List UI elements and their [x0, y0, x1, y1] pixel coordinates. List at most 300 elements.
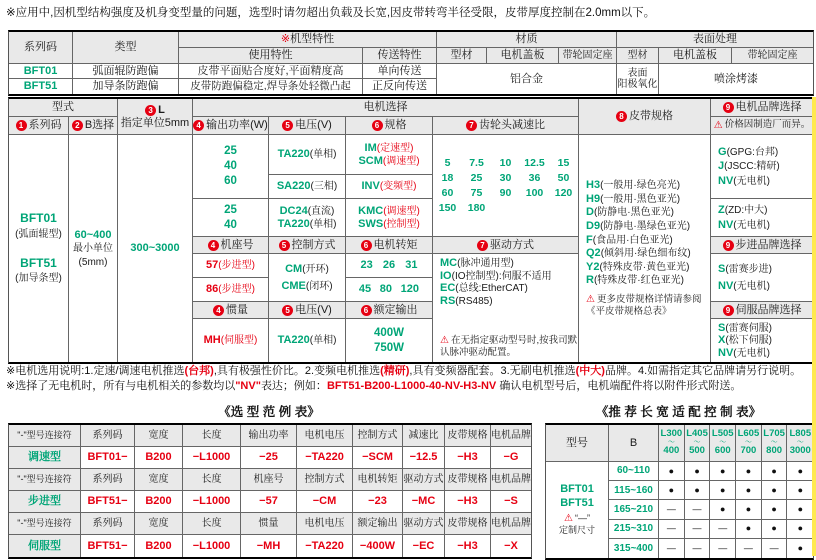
drive-label: 驱动方式: [490, 238, 534, 251]
motor-brand-option: [718, 160, 780, 173]
frame-option: [206, 259, 255, 272]
belt-option-code: D: [586, 206, 594, 219]
example-header-cell: 长度: [183, 469, 241, 491]
tilde: 〜: [744, 439, 752, 446]
compat-dot: ●: [659, 481, 685, 500]
compat-header-l-range: [659, 425, 685, 462]
stepper-brand-option: [718, 263, 772, 276]
servo-brand-header: [711, 302, 813, 319]
gear-ratio-value: 5: [444, 156, 451, 169]
feature-label: 机型特性: [290, 33, 335, 46]
note-segment: ※选择了无电机时，所有与电机相关的参数均以: [6, 380, 236, 392]
main-header-series: [9, 117, 69, 135]
spec-header-seat2: 带轮固定座: [732, 48, 813, 64]
spec-type-bft01: 弧面辊防跑偏: [73, 64, 179, 79]
motor-brand-option-code: J: [718, 160, 725, 173]
l-to: 800: [766, 445, 783, 456]
control-option-desc: (开环): [302, 263, 329, 275]
compat-header-l-range: [685, 425, 711, 462]
torque-value: 45: [358, 283, 372, 296]
example-header-cell: 电机电压: [297, 513, 353, 535]
motor-brand-option-code: Z: [718, 203, 725, 216]
compat-dash: —: [685, 520, 711, 539]
l-from: L805: [789, 428, 812, 440]
compat-header-l-range: [787, 425, 813, 462]
spec-header-profile2: 型材: [617, 48, 659, 64]
motor-brand-option: [718, 204, 768, 217]
l-sub-label: 指定单位5mm: [120, 116, 190, 129]
spec-option: [361, 180, 416, 193]
frame-option-desc: (步进型): [218, 284, 255, 296]
spec-header-series: 系列码: [9, 32, 73, 64]
voltage-code: SA220: [276, 180, 311, 193]
example-table: [8, 423, 532, 559]
gear-ratio-value: [549, 202, 578, 214]
compat-header-model: 型号: [546, 425, 609, 462]
example-header-cell: 电机电压: [297, 425, 353, 447]
main-header-l: [118, 99, 193, 135]
belt-option: [586, 261, 689, 274]
spec-option-code: IM: [364, 141, 377, 154]
spec-header-surface-group: 表面处理: [617, 32, 813, 48]
num-badge-2: 2: [72, 120, 83, 131]
num-badge-6: 6: [361, 240, 372, 251]
example-header-cell: 皮带规格: [445, 469, 491, 491]
example-header-cell: 控制方式: [297, 469, 353, 491]
note-segment: ,具有极强性价比。2.变频电机推选: [213, 365, 381, 377]
main-l-body: [118, 135, 193, 362]
spec-option-desc: (调速型): [383, 205, 420, 217]
servo-brand-option-code: X: [718, 334, 726, 347]
compat-dot: ●: [787, 500, 813, 519]
spec-option-code: SCM: [358, 154, 383, 167]
example-type-label: 步进型: [9, 491, 81, 513]
compat-header-l-range: [710, 425, 736, 462]
gear-ratio-value: 18: [441, 171, 454, 184]
num-badge-7: 7: [477, 240, 488, 251]
servo-brand-option: [718, 347, 770, 360]
stepper-brand-option-desc: (无电机): [733, 280, 770, 292]
example-header-cell: 系列码: [81, 425, 135, 447]
spec-option-desc: (调速型): [382, 155, 420, 167]
stepper-header-control: [269, 237, 346, 254]
gear-ratio-value: 150: [438, 202, 457, 215]
spec-use-bft51: 皮带防跑偏稳定,焊导条处轻微凸起: [179, 79, 363, 94]
voltage-dc-cell: [269, 199, 346, 237]
tilde: 〜: [770, 439, 778, 446]
drive-option-code: RS: [440, 294, 456, 307]
spec-material-value: 铝合金: [437, 64, 617, 94]
main-header-model-group: 型式: [9, 99, 118, 117]
b-label: B选择: [84, 119, 115, 132]
drive-option-code: EC: [440, 282, 456, 295]
spec-use-bft01: 皮带平面贴合度好,平面精度高: [179, 64, 363, 79]
motor-brand-option-desc: (无电机): [733, 219, 770, 231]
note-quote: “—”: [574, 513, 590, 524]
brand-label: 电机品牌选择: [735, 101, 802, 114]
num-badge-8: 8: [616, 111, 627, 122]
note-segment: BFT51-B200-L1000-40-NV-H3-NV: [326, 380, 497, 392]
spec-header-cover2: 电机盖板: [659, 48, 732, 64]
surface-line2: 阳极氧化: [617, 79, 658, 90]
drive-option: [440, 295, 493, 308]
stepper-header-torque: [346, 237, 433, 254]
belt-option: [586, 193, 680, 206]
example-header-cell: 电机品牌: [491, 513, 531, 535]
l-to: 600: [714, 445, 731, 456]
compat-model-note-text: 定制尺寸: [558, 525, 595, 536]
torque-label: 电机转矩: [373, 238, 418, 251]
spec-option-desc: (定速型): [376, 142, 414, 154]
example-header-cell: 皮带规格: [445, 513, 491, 535]
frame-option-code: 86: [206, 283, 219, 296]
servo-brand-option-desc: (雷赛伺服): [725, 322, 773, 334]
motor-brand-option-desc: (JSCC:精研): [724, 161, 780, 173]
belt-option-desc: (一般用·绿色亮光): [600, 179, 681, 191]
compat-model-name: BFT01: [560, 483, 594, 496]
gear-ratio-value: 90: [499, 187, 512, 199]
main-header-belt: [579, 99, 711, 135]
compat-dot: ●: [762, 500, 788, 519]
b-range: 60~400: [74, 228, 112, 241]
motor-brand-option-desc: (ZD:中大): [724, 204, 768, 216]
compat-dot: ●: [685, 481, 711, 500]
spec-transfer-bft01: 单向传送: [363, 64, 437, 79]
compat-dot: ●: [710, 500, 736, 519]
motor-brand-option-code: NV: [718, 218, 734, 231]
note-segment: ※电机选用说明:1.定速/调速电机推选: [6, 365, 185, 377]
belt-option: [586, 206, 674, 219]
num-badge-4: 4: [208, 240, 219, 251]
torque-value: 120: [400, 283, 420, 296]
main-b-body: [69, 135, 118, 362]
gear-ratio-cell: [433, 135, 579, 237]
motor-brand-option-code: NV: [718, 174, 734, 187]
motor-brand-option: [718, 219, 770, 232]
brand-motor-group1-cell: [711, 135, 813, 199]
belt-option: [586, 247, 691, 260]
num-badge-9: 9: [723, 102, 734, 113]
example-value-cell: −X: [504, 539, 518, 552]
compat-dot: ●: [736, 520, 762, 539]
l-to: 3000: [789, 445, 811, 456]
page-edge-highlight: [812, 97, 816, 556]
example-value-cell: −TA220: [297, 535, 353, 557]
example-type-label: 调速型: [9, 447, 81, 469]
gear-ratio-value: 100: [525, 187, 544, 199]
example-header-cell: 惯量: [241, 513, 297, 535]
belt-option-desc: (一般用·黑色亚光): [600, 193, 681, 205]
spec-header-use: 使用特性: [179, 48, 363, 64]
compat-dash: —: [659, 539, 685, 558]
compat-dash: —: [710, 520, 736, 539]
drive-mode-cell: [433, 254, 579, 362]
output-label: 额定输出: [373, 303, 418, 316]
compat-dash: —: [710, 539, 736, 558]
drive-option-code: IO: [440, 269, 452, 282]
belt-option: [586, 274, 684, 287]
example-header-cell: "-"型号连接符: [9, 469, 81, 491]
compat-b-range: 165~210: [609, 500, 659, 519]
series-bft51: BFT51: [20, 255, 57, 270]
compat-dot: ●: [762, 520, 788, 539]
belt-option: [586, 234, 673, 247]
b-min-unit-value: (5mm): [78, 256, 108, 268]
belt-option-code: H9: [586, 192, 601, 205]
power-value: 25: [224, 203, 237, 216]
belt-option-desc: (防静电·黑色亚光): [593, 207, 674, 219]
torque-value: 80: [379, 283, 393, 296]
belt-option-code: Q2: [586, 247, 601, 260]
spec-option-desc: (变频型): [379, 181, 417, 193]
example-header-cell: "-"型号连接符: [9, 513, 81, 535]
inertia-desc: (伺服型): [220, 335, 258, 347]
voltage-option: [278, 218, 337, 231]
gear-ratio-value: [491, 202, 520, 214]
belt-option-code: D9: [586, 219, 601, 232]
frame-option-desc: (步进型): [218, 260, 255, 272]
stepper-brand-option-code: NV: [718, 279, 734, 292]
b-min-unit: 最小单位: [73, 243, 113, 255]
spec-ac-cell: [346, 135, 433, 175]
warning-icon: ⚠: [713, 119, 723, 131]
gear-ratio-value: 25: [470, 171, 483, 184]
num-badge-7: 7: [466, 120, 477, 131]
belt-option-desc: (食品用·白色亚光): [592, 234, 673, 246]
example-header-cell: 皮带规格: [445, 425, 491, 447]
stepper-brand-cell: [711, 254, 813, 302]
belt-option-desc: (特殊皮带·红色亚光): [593, 275, 684, 287]
control-option-desc: (闭环): [305, 280, 333, 292]
compat-b-range: 115~160: [609, 481, 659, 500]
control-option: [281, 280, 332, 293]
gear-label: 齿轮头减速比: [479, 119, 545, 132]
l-from: L705: [763, 428, 785, 440]
stepper-brand-option-desc: (雷赛步进): [725, 263, 773, 275]
servo-brand-option-code: NV: [718, 346, 734, 359]
inertia-code: MH: [203, 334, 221, 347]
inertia-mh-cell: [193, 319, 269, 362]
servo-brand-option: [718, 322, 772, 335]
example-header-cell: 驱动方式: [403, 513, 445, 535]
feature-mark: ※: [280, 33, 291, 46]
spec-header-transfer: 传送特性: [363, 48, 437, 64]
servo-voltage-cell: [269, 319, 346, 362]
output-value: 400W: [373, 326, 405, 339]
compat-dot: ●: [736, 500, 762, 519]
top-usage-note: ※应用中,因机型结构强度及机身变型量的问题，选型时请勿超出负载及长宽,因皮带转弯半径受限，皮带厚度控制在2.0mm以下。: [6, 7, 656, 19]
l-to: 400: [663, 445, 680, 456]
main-header-motor-group: 电机选择: [193, 99, 579, 117]
motor-selection-note: [6, 364, 801, 378]
l-from: L405: [686, 428, 708, 440]
compat-dash: —: [685, 539, 711, 558]
belt-option-code: Y2: [586, 260, 600, 273]
torque-row: [350, 259, 427, 272]
servo-brand-option-code: S: [718, 321, 726, 334]
example-header-cell: 减速比: [403, 425, 445, 447]
drive-option: [440, 270, 552, 283]
spec-header-profile: 型材: [437, 48, 487, 64]
example-value-cell: −25: [241, 447, 297, 469]
l-to: 700: [740, 445, 757, 456]
voltage-code: TA220: [277, 334, 310, 347]
example-value-cell: −MC: [403, 491, 445, 513]
drive-note-text: 在无指定驱动型号时,按我司默认脉冲驱动配置。: [440, 335, 578, 358]
num-badge-9: 9: [723, 240, 734, 251]
control-option-code: CM: [285, 262, 303, 275]
motor-brand-option: [718, 175, 770, 188]
example-value-cell: −57: [241, 491, 297, 513]
example-header-cell: 电机品牌: [491, 469, 531, 491]
compat-dash: —: [685, 500, 711, 519]
voltage-sa220-cell: [269, 175, 346, 199]
series-label: 系列码: [28, 119, 62, 132]
note-segment: 表达；例如：: [260, 380, 327, 392]
example-value-cell: −12.5: [403, 447, 445, 469]
frame-86-cell: [193, 278, 269, 302]
power-value: 40: [224, 160, 237, 172]
control-label: 控制方式: [291, 238, 336, 251]
power-dc-cell: [193, 199, 269, 237]
drive-header: [433, 237, 579, 254]
example-value-cell: −H3: [445, 447, 491, 469]
spec-header-type: 类型: [73, 32, 179, 64]
compat-b-range: 315~400: [609, 539, 659, 558]
spec-option-code: INV: [361, 180, 380, 193]
example-value-cell: −TA220: [297, 447, 353, 469]
warning-icon: ⚠: [586, 294, 595, 306]
belt-option: [586, 179, 680, 192]
gear-ratio-value: 12.5: [524, 156, 545, 169]
servo-brand-cell: [711, 319, 813, 362]
servo-brand-option: [718, 334, 772, 347]
example-header-cell: 长度: [183, 513, 241, 535]
drive-option-desc: (IO控制型):伺服不适用: [451, 270, 552, 282]
example-value-cell: B200: [135, 491, 183, 513]
frame-57-cell: [193, 254, 269, 278]
spec-option: [358, 218, 420, 231]
frame-option: [206, 283, 255, 296]
num-badge-5: 5: [282, 120, 293, 131]
output-value: 750W: [373, 341, 405, 354]
compat-dot: ●: [787, 462, 813, 481]
power-label: 输出功率(W): [206, 119, 268, 132]
num-badge-5: 5: [279, 240, 290, 251]
example-value-cell: −H3: [445, 535, 491, 557]
example-header-cell: 长度: [183, 425, 241, 447]
example-header-cell: 控制方式: [353, 425, 403, 447]
example-value-cell: −23: [353, 491, 403, 513]
power-ac-cell: [193, 135, 269, 199]
compat-dot: ●: [762, 481, 788, 500]
example-table-title: 《选 型 范 例 表》: [218, 405, 320, 419]
drive-option-desc: (总线:EtherCAT): [455, 283, 528, 295]
servo-header-voltage: [269, 302, 346, 319]
compat-dot: ●: [762, 462, 788, 481]
gear-ratio-value: 180: [467, 202, 486, 215]
l-range: 300~3000: [130, 242, 180, 255]
torque-value: 23: [360, 259, 373, 272]
tilde: 〜: [693, 439, 701, 446]
main-header-voltage: [269, 117, 346, 135]
spec-label: 规格: [384, 119, 407, 132]
drive-option-desc: (RS485): [455, 295, 493, 307]
note-segment: (中大): [575, 365, 605, 377]
example-value-cell: −H3: [445, 491, 491, 513]
spec-option: [358, 205, 420, 218]
gear-ratio-value: [520, 202, 549, 214]
control-mode-cell: [269, 254, 346, 302]
example-header-cell: 宽度: [135, 513, 183, 535]
main-header-brand-note: [711, 117, 813, 135]
example-header-cell: "-"型号连接符: [9, 425, 81, 447]
note-segment: "NV": [235, 380, 261, 392]
example-value-cell: −SCM: [353, 447, 403, 469]
spec-header-cover: 电机盖板: [487, 48, 559, 64]
main-header-brand: [711, 99, 813, 117]
torque-row2-cell: [346, 278, 433, 302]
l-to: 500: [689, 445, 705, 456]
tilde: 〜: [667, 439, 675, 446]
warning-icon: ⚠: [564, 513, 573, 525]
spec-header-material-group: 材质: [437, 32, 617, 48]
servo-header-output: [346, 302, 433, 319]
voltage-code: TA220: [277, 148, 310, 161]
example-header-cell: 电机转矩: [353, 469, 403, 491]
spec-header-feature-group: [179, 32, 437, 48]
belt-note-text: 更多皮带规格详情请参阅《平皮带规格总表》: [586, 294, 702, 318]
num-badge-1: 1: [16, 120, 27, 131]
motor-brand-option-code: G: [718, 145, 727, 158]
example-header-cell: 系列码: [81, 469, 135, 491]
example-value-cell: −CM: [297, 491, 353, 513]
note-segment: ,具有变频器配套。3.无刷电机推选: [409, 365, 576, 377]
frame-label: 机座号: [220, 238, 254, 251]
example-value-cell: −S: [491, 491, 531, 513]
voltage-option-code: TA220: [277, 217, 310, 230]
brand-note-text: 价格因制造厂而异。: [724, 119, 811, 131]
compat-dot: ●: [685, 462, 711, 481]
warning-icon: ⚠: [440, 335, 449, 346]
voltage-option: [280, 205, 335, 218]
gear-ratio-value: 36: [528, 171, 541, 184]
num-badge-9: 9: [723, 305, 734, 316]
main-header-power: [193, 117, 269, 135]
example-header-cell: 宽度: [135, 469, 183, 491]
voltage-desc: (单相): [309, 335, 337, 347]
motor-brand-option-desc: (无电机): [733, 175, 770, 187]
example-value-cell: −L1000: [183, 491, 241, 513]
example-value-cell: B200: [135, 447, 183, 469]
voltage-desc: (三相): [310, 181, 338, 193]
l-from: L505: [711, 428, 734, 440]
stepper-brand-header: [711, 237, 813, 254]
example-header-cell: 驱动方式: [403, 469, 445, 491]
spec-inv-cell: [346, 175, 433, 199]
frame-option-code: 57: [206, 259, 219, 272]
example-header-cell: 系列码: [81, 513, 135, 535]
belt-option-desc: (防静电·墨绿色亚光): [600, 220, 691, 232]
belt-option-code: F: [586, 233, 593, 246]
spec-transfer-bft51: 正反向传送: [363, 79, 437, 94]
compat-table: [545, 423, 814, 560]
compat-dot: ●: [797, 543, 803, 554]
compat-model-cell: [546, 462, 609, 558]
spec-option-code: SWS: [358, 217, 384, 230]
stepper-header-frame: [193, 237, 269, 254]
example-value-cell: B200: [135, 535, 183, 557]
